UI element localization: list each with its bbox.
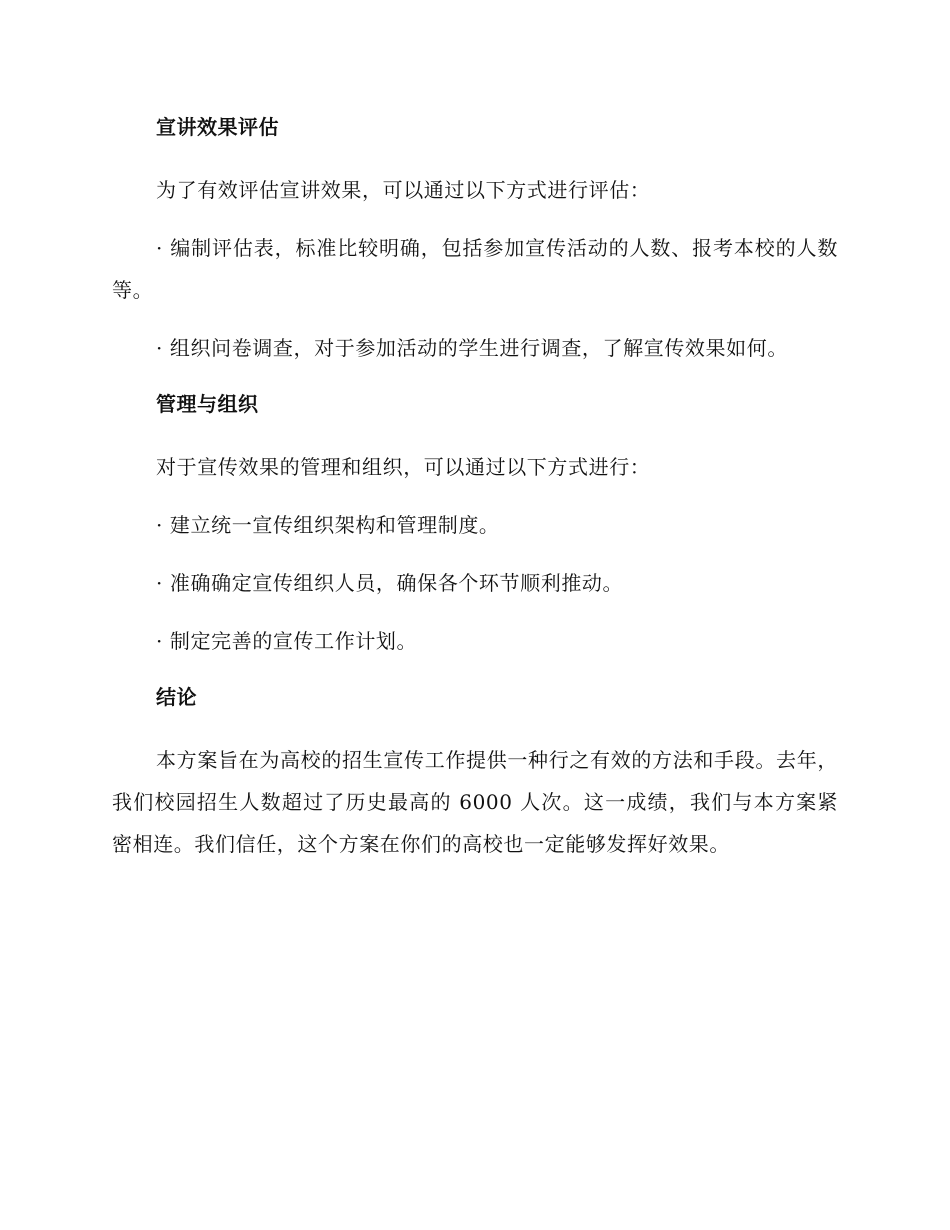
section-management: [112, 385, 838, 662]
bullet-item: · 组织问卷调查，对于参加活动的学生进行调查，了解宣传效果如何。: [156, 336, 788, 360]
document-page: [112, 108, 838, 881]
section-intro: 对于宣传效果的管理和组织，可以通过以下方式进行：: [156, 455, 651, 479]
conclusion-paragraph: 本方案旨在为高校的招生宣传工作提供一种行之有效的方法和手段。去年，我们校园招生人数超过了历史最高的 6000 人次。这一成绩，我们与本方案紧密相连。我们信任，这个方案在你们的高校也一定能够发挥好效果。: [112, 748, 838, 856]
section-intro: 为了有效评估宣讲效果，可以通过以下方式进行评估：: [156, 178, 651, 202]
section-heading: 结论: [156, 685, 197, 709]
section-heading: 管理与组织: [156, 392, 259, 416]
bullet-item: · 编制评估表，标准比较明确，包括参加宣传活动的人数、报考本校的人数等。: [112, 236, 838, 302]
bullet-item: · 制定完善的宣传工作计划。: [156, 629, 418, 653]
section-heading: 宣讲效果评估: [156, 115, 279, 139]
bullet-item: · 准确确定宣传组织人员，确保各个环节顺利推动。: [156, 571, 624, 595]
bullet-item: · 建立统一宣传组织架构和管理制度。: [156, 513, 500, 537]
section-conclusion: [112, 678, 838, 865]
section-evaluation: [112, 108, 838, 369]
